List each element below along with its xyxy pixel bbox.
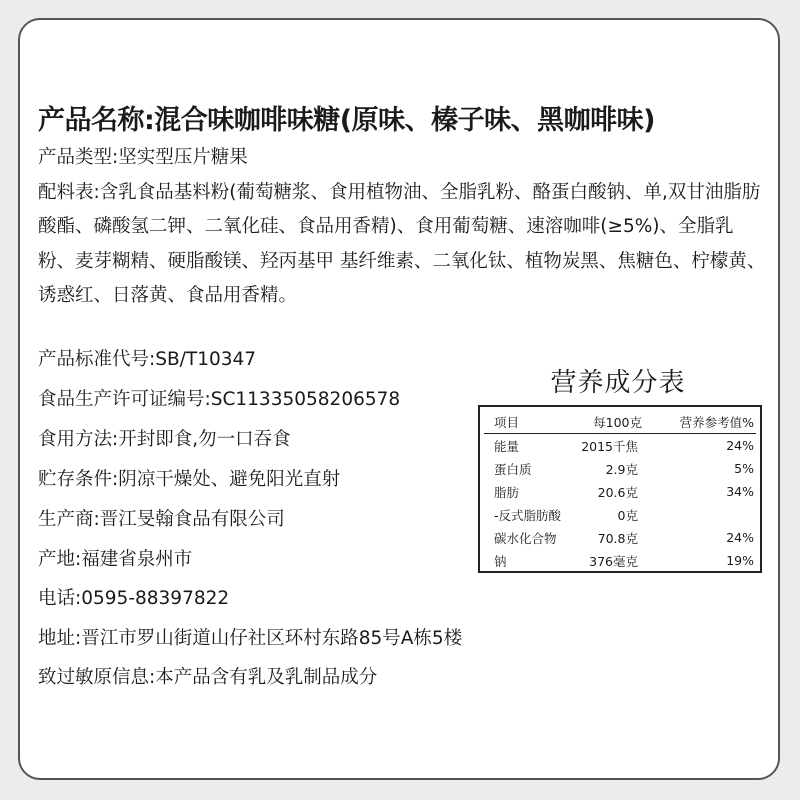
table-row	[484, 434, 756, 457]
nutrient-name: -反式脂肪酸	[494, 507, 562, 523]
nutrient-name: 蛋白质	[494, 461, 532, 477]
nutrient-amount: 20.6克	[597, 484, 638, 500]
nutrient-amount: 0克	[617, 507, 638, 523]
nutrient-name: 能量	[494, 438, 520, 454]
nutrient-nrv: 24%	[726, 438, 754, 453]
table-row	[484, 549, 756, 572]
nutrition-table-header	[484, 410, 756, 434]
nutrient-name: 碳水化合物	[494, 530, 557, 546]
nutrient-amount: 376毫克	[589, 553, 638, 569]
usage-line: 食用方法:开封即食,勿一口吞食	[38, 429, 291, 450]
table-row	[484, 503, 756, 526]
nutrient-amount: 70.8克	[597, 530, 638, 546]
nutrient-nrv: 34%	[726, 484, 754, 499]
product-name-title: 产品名称:混合味咖啡味糖(原味、榛子味、黑咖啡味)	[38, 105, 655, 136]
phone-line: 电话:0595-88397822	[38, 588, 230, 609]
table-row	[484, 457, 756, 480]
ingredients-paragraph: 配料表:含乳食品基料粉(葡萄糖浆、食用植物油、全脂乳粉、酪蛋白酸钠、单,双甘油脂肪酸酯、磷酸氢二钾、二氧化硅、食品用香精)、食用葡萄糖、速溶咖啡(≥5%)、全脂乳粉、麦芽糊精、硬脂酸镁、羟丙基甲 基纤维素、二氧化钛、植物炭黑、焦糖色、柠檬黄、诱惑红、日落黄、食品用香精。	[38, 182, 766, 306]
nutrient-name: 钠	[494, 553, 507, 569]
origin-line: 产地:福建省泉州市	[38, 549, 193, 570]
header-nrv: 营养参考值%	[679, 414, 754, 430]
nutrient-nrv: 5%	[734, 461, 754, 476]
nutrient-amount: 2015千焦	[581, 438, 638, 454]
nutrition-table-title: 营养成分表	[550, 368, 686, 398]
nutrient-nrv: 19%	[726, 553, 754, 568]
table-row	[484, 526, 756, 549]
manufacturer-line: 生产商:晋江旻翰食品有限公司	[38, 509, 285, 530]
header-item: 项目	[494, 414, 520, 430]
storage-line: 贮存条件:阴凉干燥处、避免阳光直射	[38, 469, 341, 490]
license-line: 食品生产许可证编号:SC11335058206578	[38, 389, 401, 410]
product-type-line: 产品类型:坚实型压片糖果	[38, 147, 248, 168]
allergen-line: 致过敏原信息:本产品含有乳及乳制品成分	[38, 667, 378, 688]
nutrient-nrv: 24%	[726, 530, 754, 545]
header-per-100g: 每100克	[593, 414, 642, 430]
address-line: 地址:晋江市罗山街道山仔社区环村东路85号A栋5楼	[38, 628, 463, 649]
nutrient-amount: 2.9克	[605, 461, 638, 477]
standard-code-line: 产品标准代号:SB/T10347	[38, 349, 257, 370]
table-row	[484, 480, 756, 503]
nutrition-table	[478, 405, 762, 573]
nutrient-name: 脂肪	[494, 484, 520, 500]
